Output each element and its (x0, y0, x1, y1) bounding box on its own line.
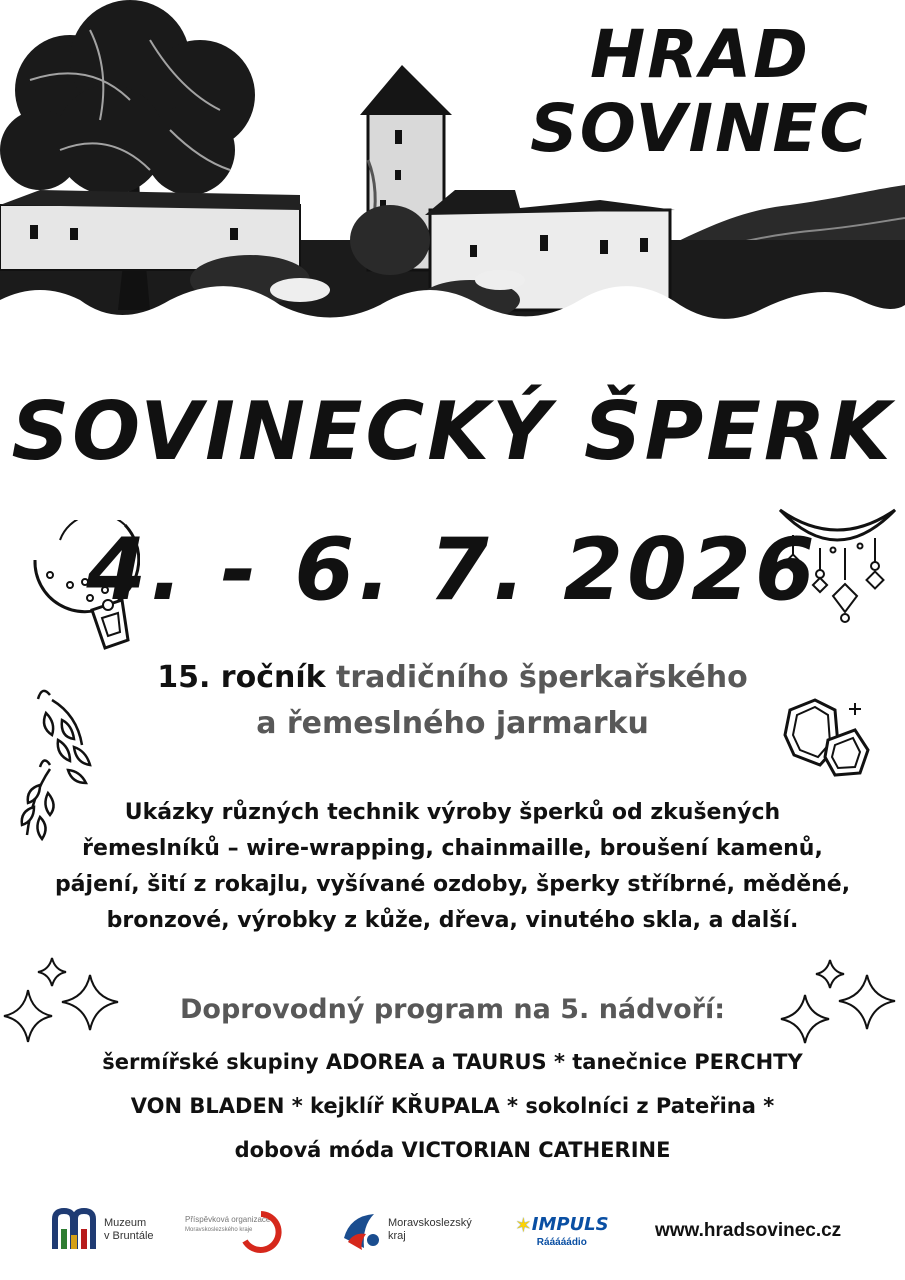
castle-title-line1: HRAD (590, 16, 810, 93)
program-line1: šermířské skupiny ADOREA a TAURUS * tanečnice PERCHTY (102, 1050, 803, 1074)
description (30, 795, 875, 939)
program-line2: VON BLADEN * kejklíř KŘUPALA * sokolníci z Pateřina * (130, 1094, 775, 1118)
org-region: Moravskoslezského kraje (185, 1226, 253, 1233)
event-date: 4. - 6. 7. 2026 (86, 520, 819, 620)
website-link[interactable]: www.hradsovinec.cz (655, 1220, 842, 1241)
castle-title (520, 18, 880, 166)
subtitle-line1 (100, 655, 805, 701)
logo-moravskoslezsky-kraj (340, 1200, 472, 1260)
event-title: SOVINECKÝ ŠPERK (11, 385, 894, 478)
logo-muzeum-bruntal (52, 1200, 154, 1260)
description-line4: bronzové, výrobky z kůže, dřeva, vinutého skla, a další. (106, 908, 799, 933)
description-line3: pájení, šití z rokajlu, vyšívané ozdoby, šperky stříbrné, měděné, (54, 872, 851, 897)
logo-radio-impuls (515, 1200, 609, 1260)
castle-title-line2: SOVINEC (530, 90, 870, 167)
muzeum-city: v Bruntále (104, 1230, 154, 1242)
subtitle-line1-rest: tradičního šperkařského (325, 660, 748, 695)
msk-name: Moravskoslezský (388, 1217, 472, 1229)
description-line2: řemeslníků – wire-wrapping, chainmaille, broušení kamenů, (82, 836, 823, 861)
impuls-figure-icon: ✶ (515, 1212, 532, 1237)
msk-suffix: kraj (388, 1230, 406, 1242)
subtitle (100, 655, 805, 747)
logo-prispevkova-organizace (185, 1200, 285, 1260)
impuls-sub: Rááááádio (536, 1236, 587, 1248)
muzeum-logo-icon (52, 1207, 98, 1253)
program-line3: dobová móda VICTORIAN CATHERINE (234, 1138, 671, 1162)
msk-ring-icon (240, 1211, 282, 1253)
footer-logos (0, 1200, 905, 1270)
program-list (50, 1040, 855, 1172)
description-line1: Ukázky různých technik výroby šperků od zkušených (124, 800, 781, 825)
edition-label: 15. ročník (157, 660, 326, 695)
impuls-name: IMPULS (531, 1214, 609, 1235)
msk-kraj-icon (340, 1208, 384, 1252)
subtitle-line2: a řemeslného jarmarku (256, 706, 649, 741)
muzeum-name: Muzeum (104, 1217, 147, 1229)
org-label: Příspěvková organizace (185, 1214, 271, 1224)
program-heading: Doprovodný program na 5. nádvoří: (179, 994, 725, 1025)
